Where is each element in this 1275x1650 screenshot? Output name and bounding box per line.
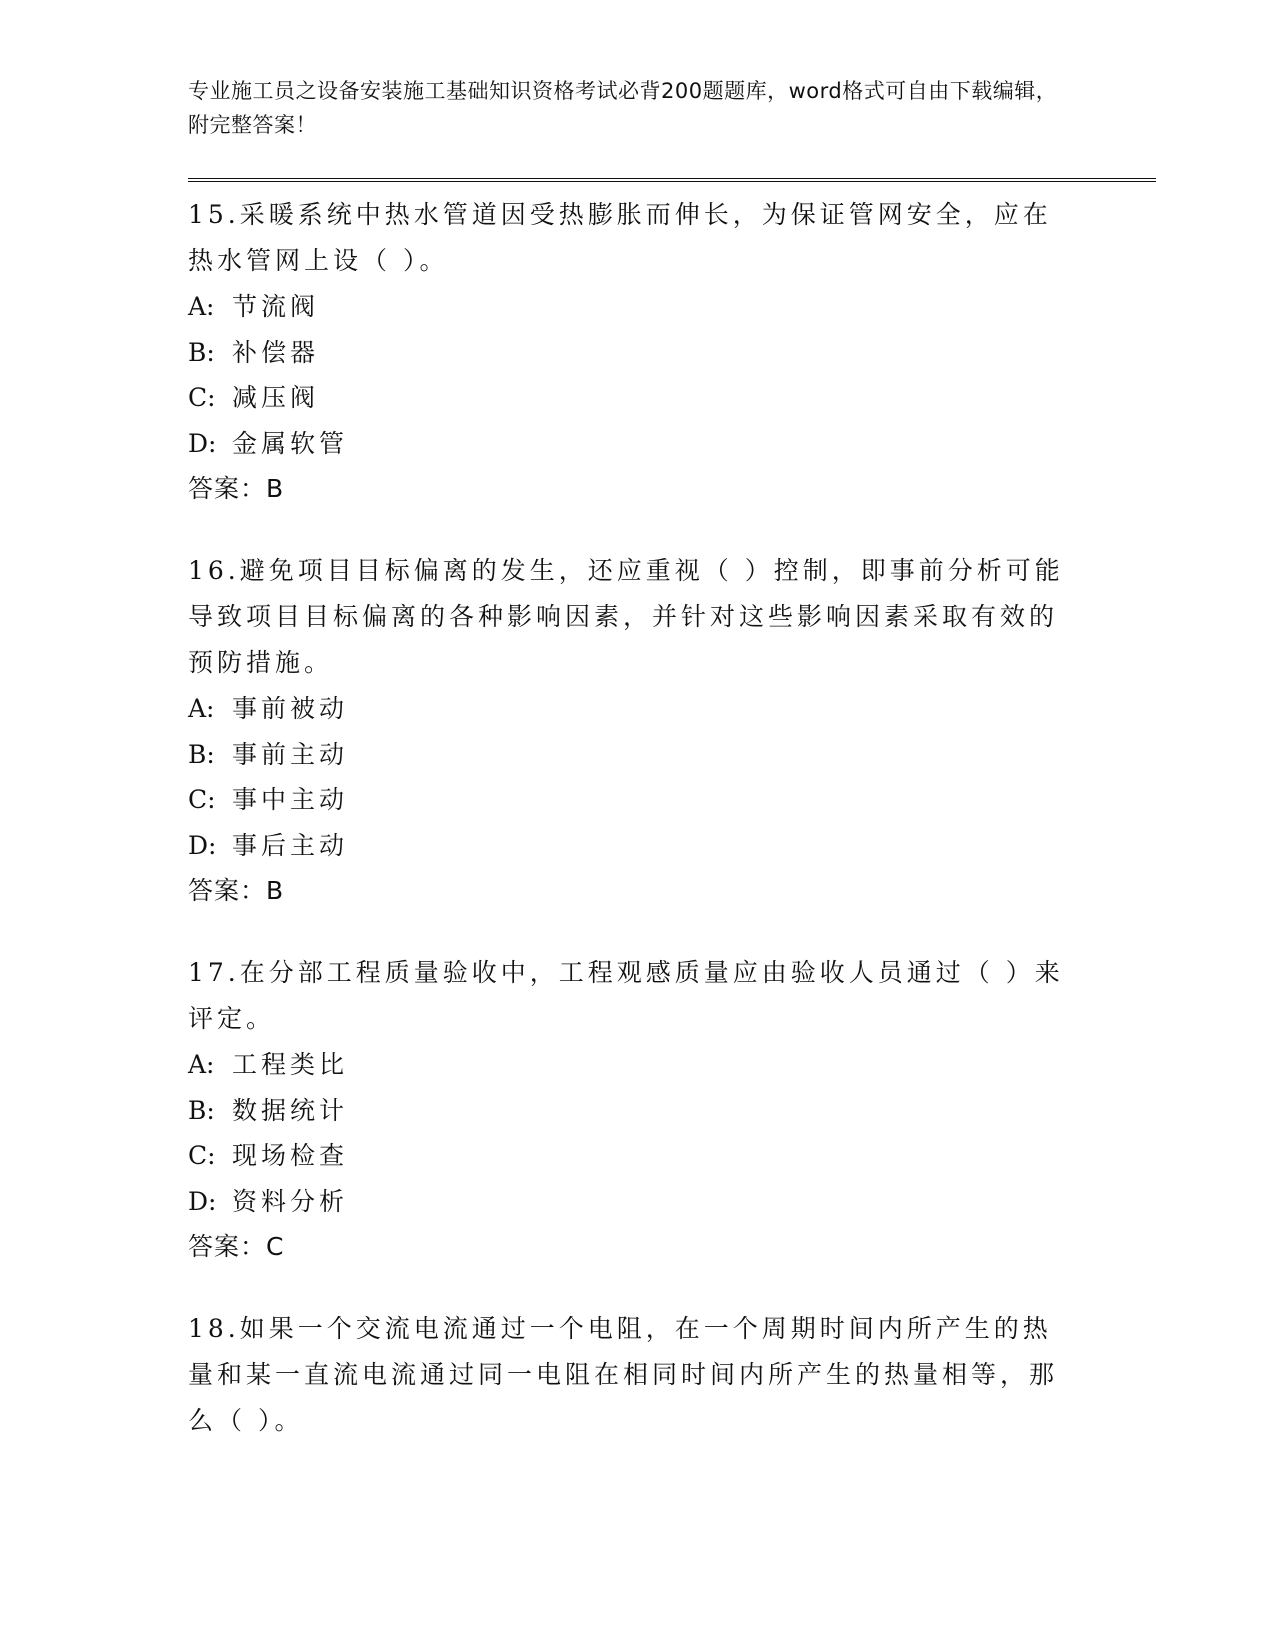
option-letter: B: (188, 1095, 215, 1125)
option-a (188, 1042, 1078, 1088)
option-text: 现场检查 (232, 1141, 349, 1170)
option-letter: D: (188, 428, 217, 458)
option-letter: C: (188, 383, 216, 412)
option-b (188, 732, 1078, 778)
answer-line: 答案：B (188, 876, 285, 905)
question-15 (188, 192, 1078, 512)
option-d (188, 1179, 1078, 1225)
option-b (188, 330, 1078, 376)
option-c (188, 777, 1078, 823)
option-text: 节流阀 (232, 292, 320, 321)
option-text: 减压阀 (232, 383, 320, 412)
option-a (188, 686, 1078, 732)
question-stem: 16.避免项目目标偏离的发生，还应重视（ ）控制，即事前分析可能导致项目目标偏离的各种影响因素，并针对这些影响因素采取有效的预防措施。 (188, 556, 1064, 677)
option-text: 补偿器 (232, 337, 320, 367)
option-letter: A: (188, 694, 215, 723)
option-b (188, 1088, 1078, 1134)
option-text: 工程类比 (232, 1050, 349, 1079)
option-d (188, 823, 1078, 869)
question-stem: 18.如果一个交流电流通过一个电阻，在一个周期时间内所产生的热量和某一直流电流通过同一电阻在相同时间内所产生的热量相等，那么（ ）。 (188, 1314, 1059, 1435)
option-letter: D: (188, 1186, 217, 1216)
option-letter: C: (188, 1141, 216, 1170)
option-text: 数据统计 (232, 1095, 349, 1125)
option-text: 事中主动 (232, 785, 349, 814)
question-18 (188, 1306, 1078, 1444)
option-a (188, 284, 1078, 330)
option-letter: B: (188, 337, 215, 367)
option-letter: B: (188, 739, 215, 769)
option-text: 事前被动 (232, 694, 349, 723)
question-stem: 15.采暖系统中热水管道因受热膨胀而伸长，为保证管网安全，应在热水管网上设（ ）。 (188, 200, 1052, 275)
header-divider (188, 178, 1156, 182)
option-letter: A: (188, 292, 215, 321)
option-letter: D: (188, 830, 217, 860)
question-stem: 17.在分部工程质量验收中，工程观感质量应由验收人员通过（ ）来评定。 (188, 958, 1064, 1033)
option-text: 金属软管 (232, 428, 349, 458)
option-letter: C: (188, 785, 216, 814)
option-d (188, 421, 1078, 467)
document-header: 专业施工员之设备安装施工基础知识资格考试必背200题题库，word格式可自由下载编辑，附完整答案！ (188, 79, 1058, 137)
option-letter: A: (188, 1050, 215, 1079)
question-17 (188, 950, 1078, 1270)
answer-line: 答案：B (188, 474, 285, 503)
option-text: 资料分析 (232, 1186, 349, 1216)
option-c (188, 1133, 1078, 1179)
answer-line: 答案：C (188, 1232, 285, 1261)
option-text: 事后主动 (232, 830, 349, 860)
option-c (188, 375, 1078, 421)
question-16 (188, 548, 1078, 914)
option-text: 事前主动 (232, 739, 349, 769)
question-list (188, 192, 1078, 1480)
